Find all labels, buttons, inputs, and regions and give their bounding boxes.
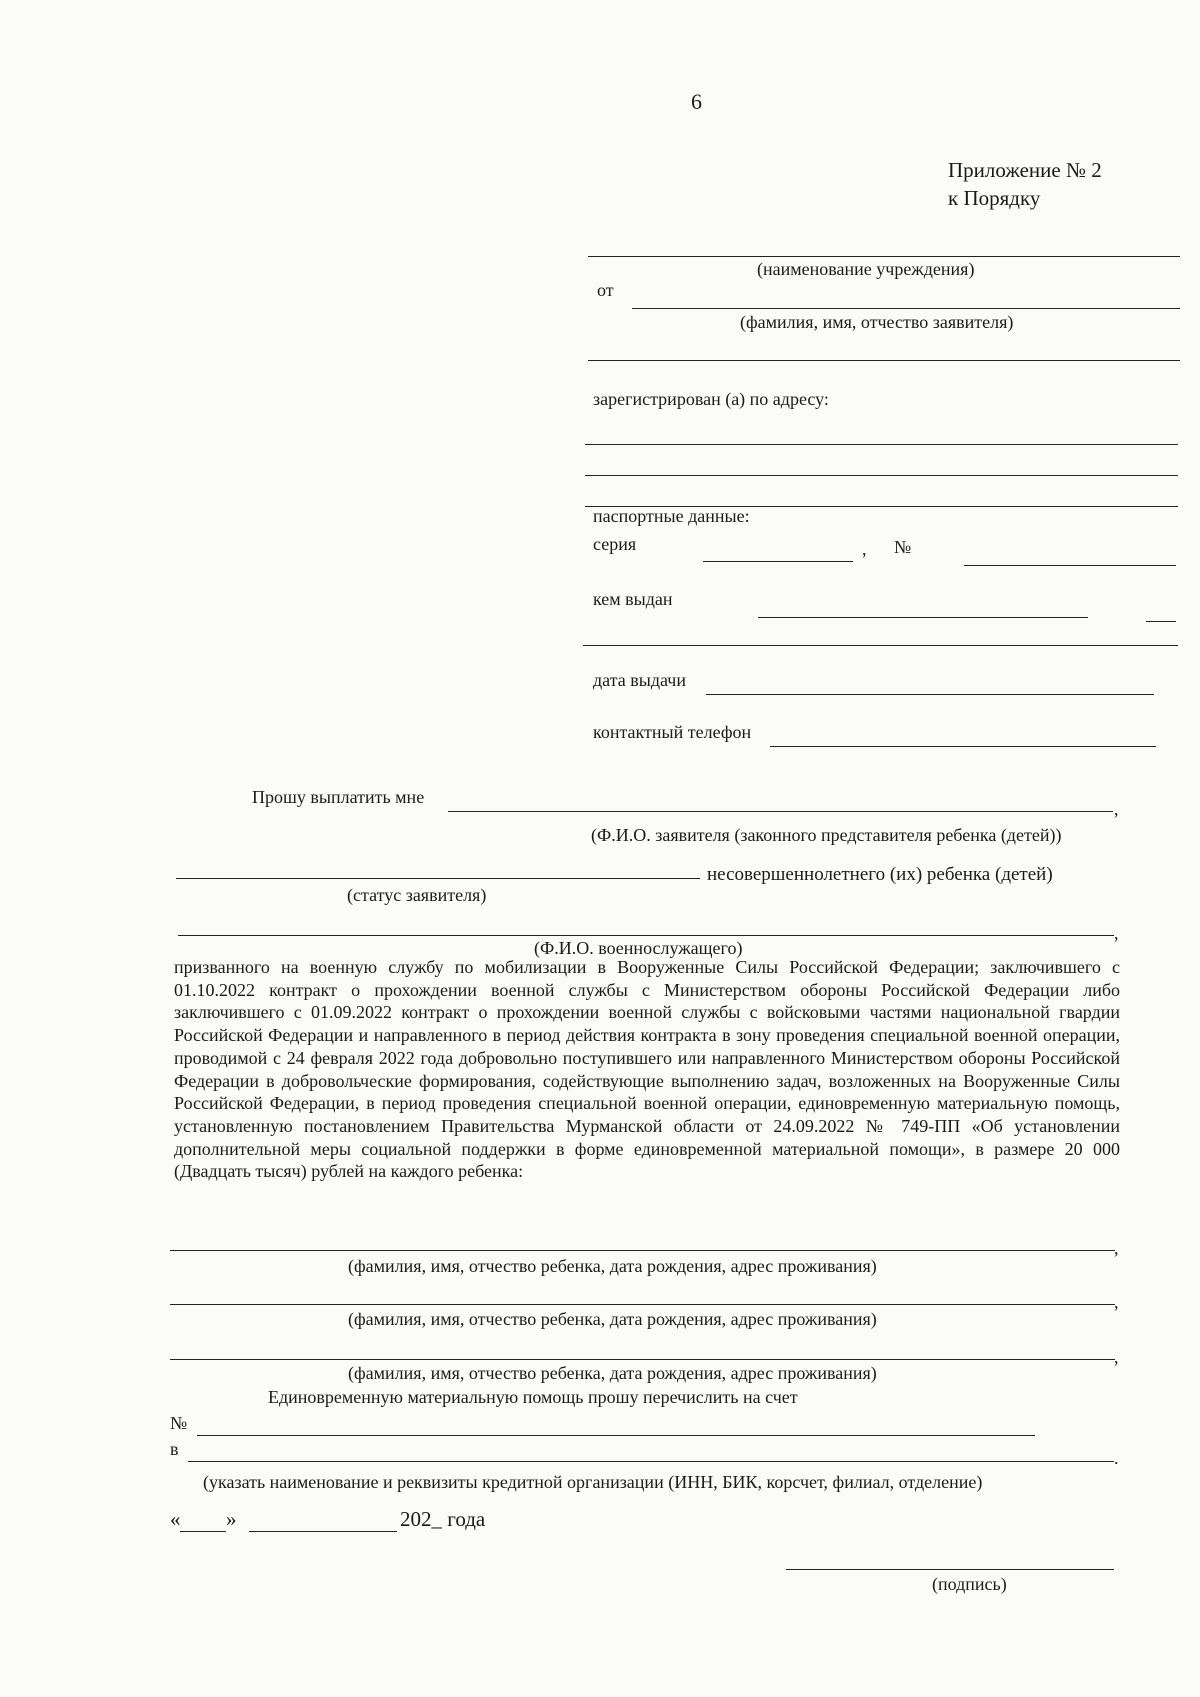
child-2-comma: ,: [1114, 1292, 1119, 1312]
bank-label: в: [170, 1439, 179, 1459]
phone-field[interactable]: [770, 746, 1156, 747]
issued-by-field[interactable]: [758, 617, 1088, 618]
child-2-field[interactable]: [170, 1304, 1115, 1305]
institution-caption: (наименование учреждения): [757, 259, 975, 279]
bank-caption: (указать наименование и реквизиты кредитной организации (ИНН, БИК, корсчет, филиал, отделение): [203, 1472, 983, 1492]
signature-caption: (подпись): [932, 1574, 1007, 1594]
address-line-1[interactable]: [585, 444, 1178, 445]
date-close-quote: »: [226, 1507, 237, 1531]
signature-field[interactable]: [786, 1569, 1114, 1570]
applicant-fio-caption: (Ф.И.О. заявителя (законного представителя ребенка (детей)): [591, 825, 1062, 845]
annex-subtitle: к Порядку: [948, 186, 1041, 210]
issue-date-field[interactable]: [706, 694, 1154, 695]
pay-me-label: Прошу выплатить мне: [252, 787, 425, 807]
child-3-caption: (фамилия, имя, отчество ребенка, дата рождения, адрес проживания): [348, 1363, 877, 1383]
serviceman-trailing-comma: ,: [1114, 923, 1119, 943]
date-month-field[interactable]: [249, 1531, 397, 1532]
phone-label: контактный телефон: [593, 722, 752, 742]
series-field[interactable]: [703, 561, 853, 562]
comma-separator: ,: [862, 539, 867, 559]
child-3-comma: ,: [1114, 1347, 1119, 1367]
bank-period: .: [1114, 1448, 1119, 1468]
status-field[interactable]: [176, 878, 700, 879]
minor-child-text: несовершеннолетнего (их) ребенка (детей): [707, 864, 1053, 885]
annex-title: Приложение № 2: [948, 158, 1102, 182]
passport-number-field[interactable]: [964, 565, 1176, 566]
issued-by-label: кем выдан: [593, 589, 673, 609]
trailing-comma: ,: [1114, 799, 1119, 819]
institution-line[interactable]: [588, 256, 1180, 257]
registered-label: зарегистрирован (а) по адресу:: [593, 389, 829, 409]
series-label: серия: [593, 534, 637, 554]
address-line-2[interactable]: [585, 475, 1178, 476]
date-open-quote: «: [170, 1507, 181, 1531]
from-label: от: [597, 280, 614, 300]
date-day-field[interactable]: [180, 1531, 226, 1532]
child-1-comma: ,: [1114, 1238, 1119, 1258]
issued-by-field-end[interactable]: [1146, 621, 1176, 622]
status-caption: (статус заявителя): [347, 885, 487, 905]
account-label: №: [170, 1413, 188, 1433]
applicant-fio-field[interactable]: [448, 811, 1113, 812]
applicant-name-line-2[interactable]: [588, 360, 1180, 361]
applicant-caption: (фамилия, имя, отчество заявителя): [740, 312, 1014, 332]
account-field[interactable]: [197, 1435, 1035, 1436]
page-number: 6: [691, 89, 702, 114]
issue-date-label: дата выдачи: [593, 670, 686, 690]
transfer-text: Единовременную материальную помощь прошу перечислить на счет: [268, 1387, 798, 1407]
date-year-text: 202_ года: [400, 1507, 486, 1531]
child-1-caption: (фамилия, имя, отчество ребенка, дата рождения, адрес проживания): [348, 1256, 877, 1276]
serviceman-caption: (Ф.И.О. военнослужащего): [534, 938, 743, 958]
child-3-field[interactable]: [170, 1359, 1115, 1360]
child-2-caption: (фамилия, имя, отчество ребенка, дата рождения, адрес проживания): [348, 1309, 877, 1329]
passport-label: паспортные данные:: [593, 506, 750, 526]
applicant-name-line[interactable]: [632, 308, 1180, 309]
bank-field[interactable]: [188, 1461, 1114, 1462]
serviceman-fio-field[interactable]: [178, 935, 1114, 936]
number-label: №: [894, 537, 912, 557]
child-1-field[interactable]: [170, 1250, 1115, 1251]
body-paragraph: призванного на военную службу по мобилизации в Вооруженные Силы Российской Федерации; заключившего с 01.10.2022 контракт о прохождении военной службы с Министерством обороны Российской Федерации либо заключившего с 01.09.2022 контракт о прохождении военной службы с войсковыми частями национальной гвардии Российской Федерации и направленного в период действия контракта в зону проведения специальной военной операции, проводимой с 24 февраля 2022 года добровольно поступившего или направленного Министерством обороны Российской Федерации в добровольческие формирования, содействующие выполнению задач, возложенных на Вооруженные Силы Российской Федерации, в период проведения специальной военной операции, единовременную материальную помощь, установленную постановлением Правительства Мурманской области от 24.09.2022 № 749-ПП «Об установлении дополнительной меры социальной поддержки в форме единовременной материальной помощи», в размере 20 000 (Двадцать тысяч) рублей на каждого ребенка:: [174, 957, 1120, 1182]
issued-by-field-2[interactable]: [583, 645, 1178, 646]
